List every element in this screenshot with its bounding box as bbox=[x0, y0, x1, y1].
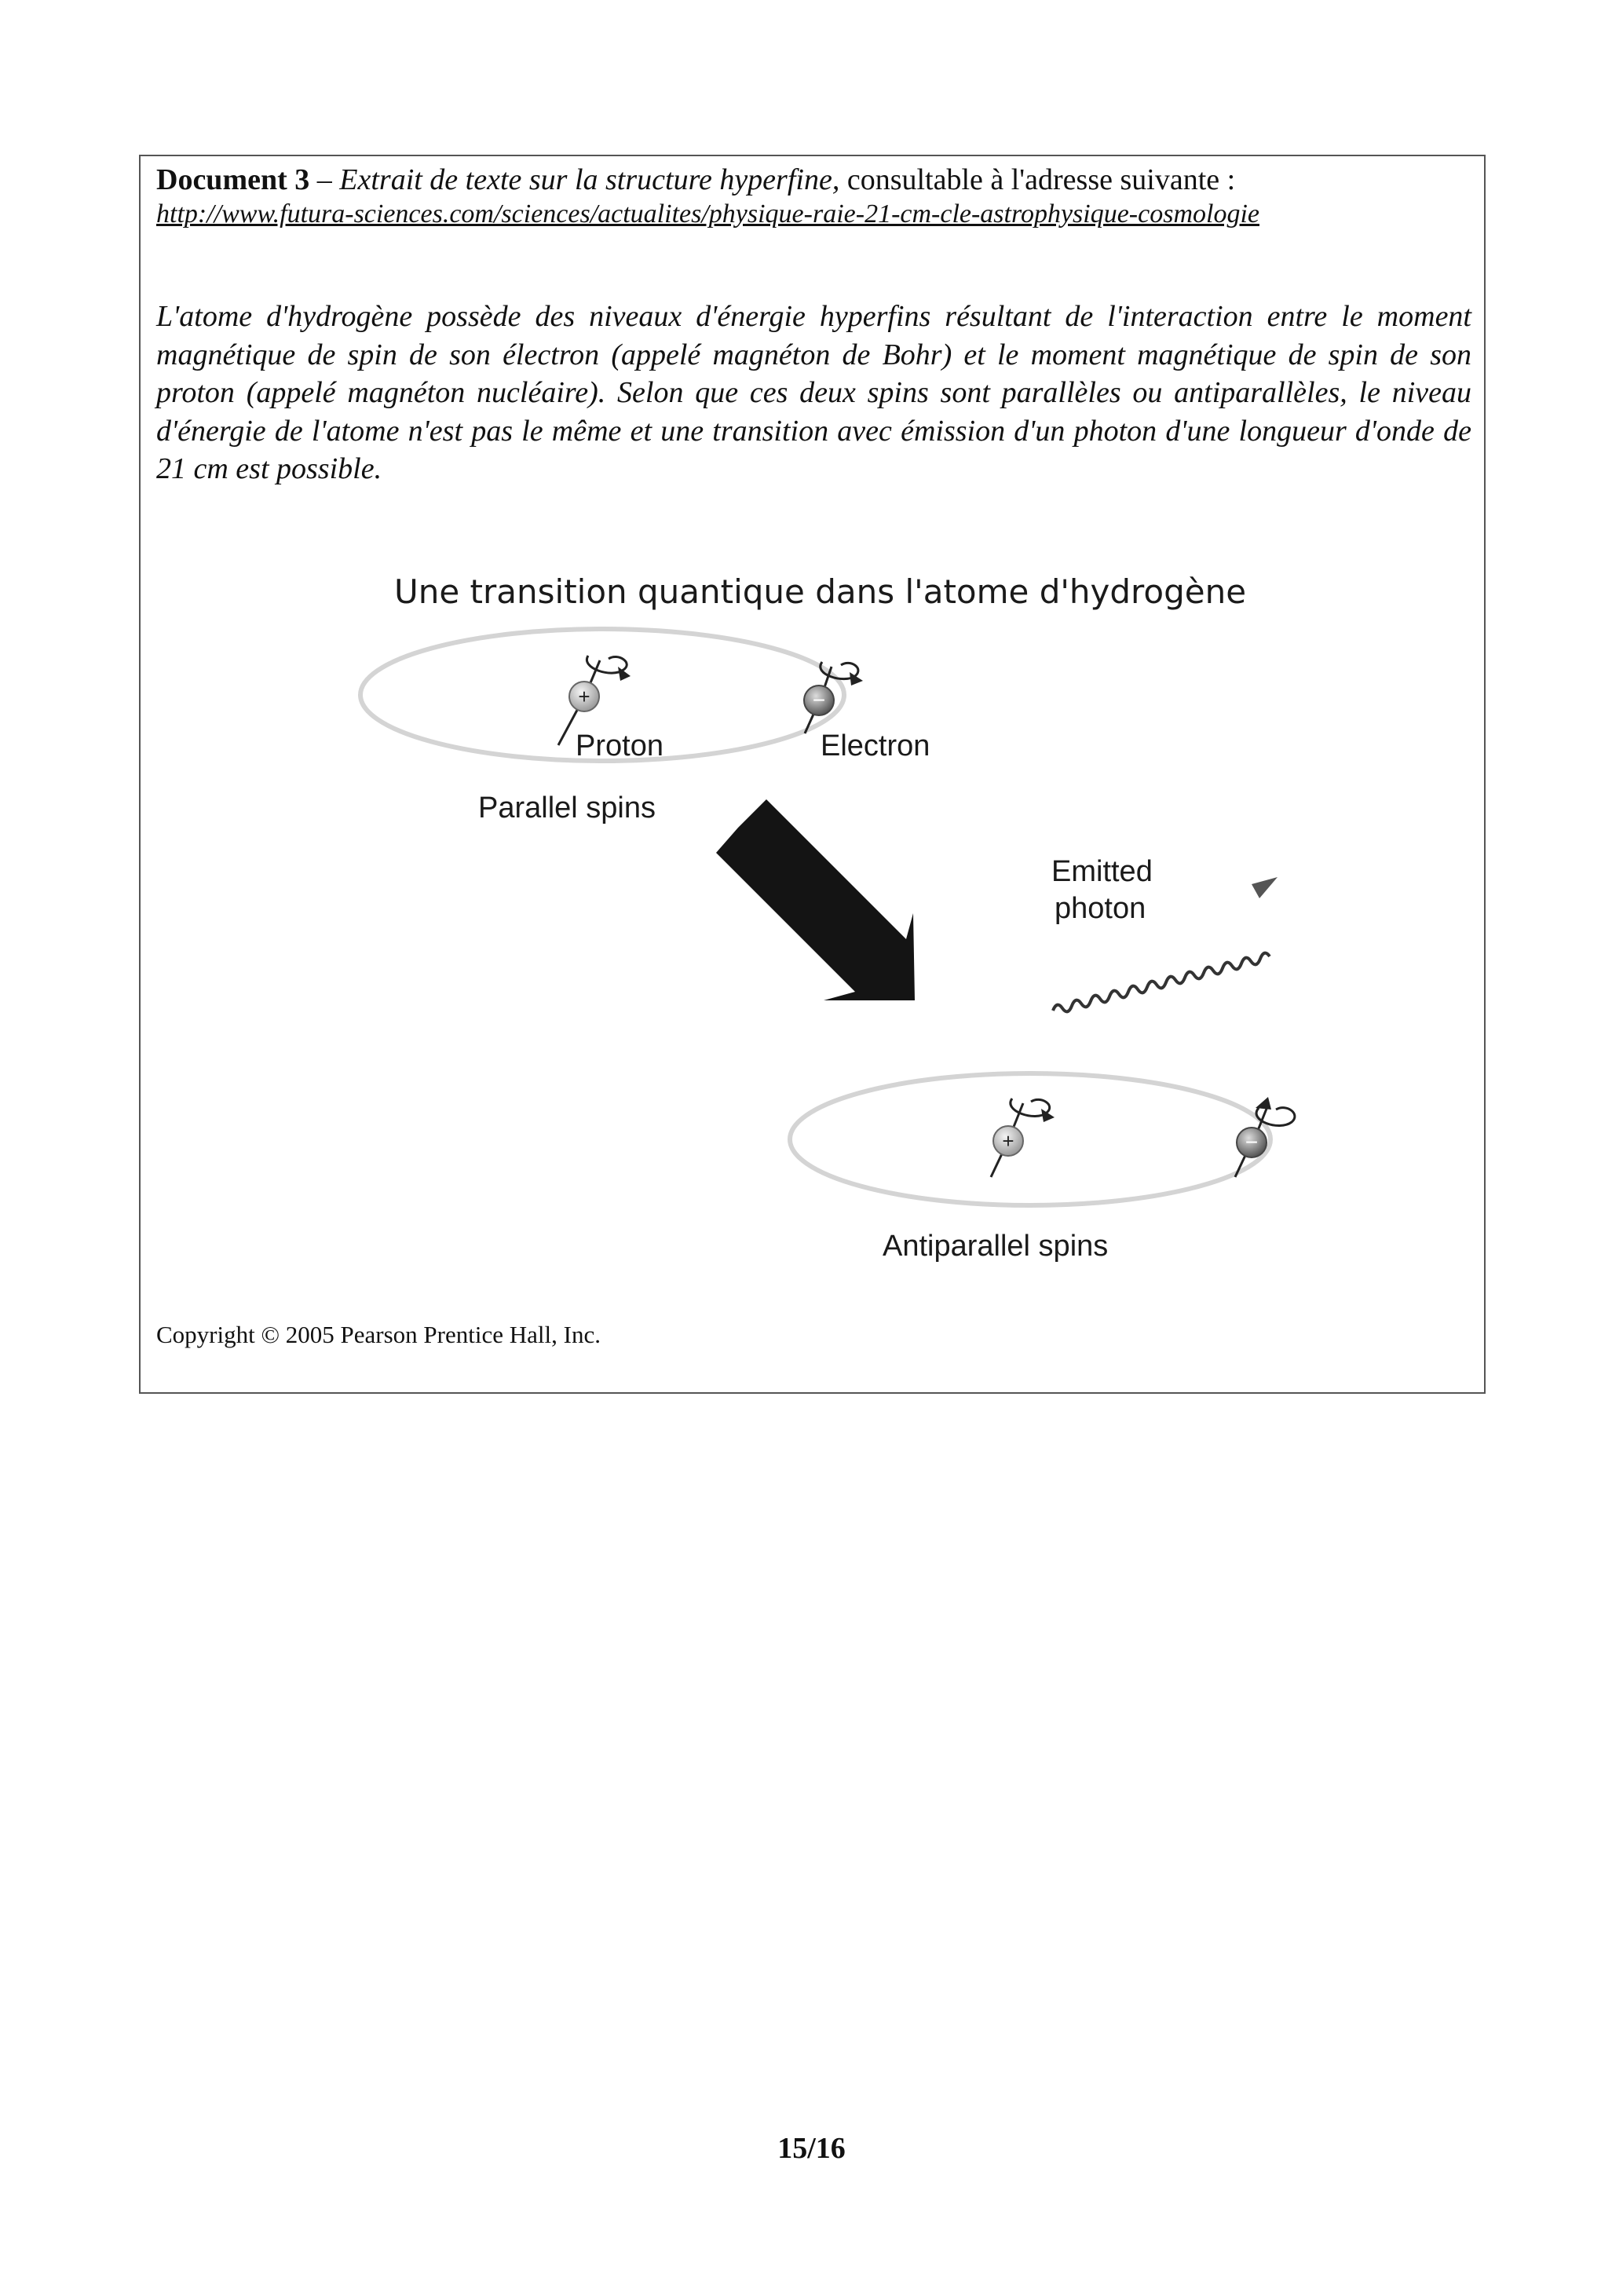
proton-bottom-plus-sign: + bbox=[1002, 1129, 1014, 1153]
antiparallel-spins-label: Antiparallel spins bbox=[883, 1230, 1109, 1263]
page-number: 15/16 bbox=[777, 2132, 846, 2165]
electron-bottom-minus-sign: − bbox=[1245, 1130, 1259, 1154]
heading-rest: consultable à l'adresse suivante : bbox=[839, 163, 1236, 196]
proton-plus-sign: + bbox=[578, 685, 590, 708]
transition-arrow bbox=[716, 799, 915, 1000]
source-url[interactable]: http://www.futura-sciences.com/sciences/actualites/physique-raie-21-cm-cle-astrophysique-cosmologie bbox=[156, 199, 1259, 229]
proton-bottom bbox=[991, 1099, 1055, 1177]
hydrogen-transition-figure bbox=[141, 156, 1484, 1392]
proton-label: Proton bbox=[576, 729, 663, 762]
copyright-notice: Copyright © 2005 Pearson Prentice Hall, Inc. bbox=[156, 1321, 601, 1348]
body-paragraph: L'atome d'hydrogène possède des niveaux d'énergie hyperfins résultant de l'interaction entre le moment magnétique de spin de son électron (appelé magnéton de Bohr) et le moment magnétique de spin de son proton (appelé magnéton nucléaire). Selon que ces deux spins sont parallèles ou antiparallèles, le niveau d'énergie de l'atome n'est pas le même et une transition avec émission d'un photon d'une longueur d'onde de 21 cm est possible. bbox=[156, 300, 1471, 485]
document-title: Extrait de texte sur la structure hyperfine, bbox=[339, 163, 840, 196]
photon-wave bbox=[1053, 953, 1270, 1012]
photon-label: photon bbox=[1055, 892, 1146, 925]
parallel-spins-label: Parallel spins bbox=[478, 792, 656, 824]
orbit-antiparallel bbox=[790, 1073, 1270, 1205]
electron-minus-sign: − bbox=[812, 688, 826, 712]
heading-dash: – bbox=[309, 163, 340, 196]
electron-label: Electron bbox=[821, 729, 930, 762]
figure-title: Une transition quantique dans l'atome d'hydrogène bbox=[394, 572, 1247, 611]
document-label: Document 3 bbox=[156, 163, 310, 196]
photon-arrowhead bbox=[1252, 877, 1278, 898]
emitted-label: Emitted bbox=[1051, 855, 1153, 888]
document-box bbox=[139, 155, 1486, 1394]
